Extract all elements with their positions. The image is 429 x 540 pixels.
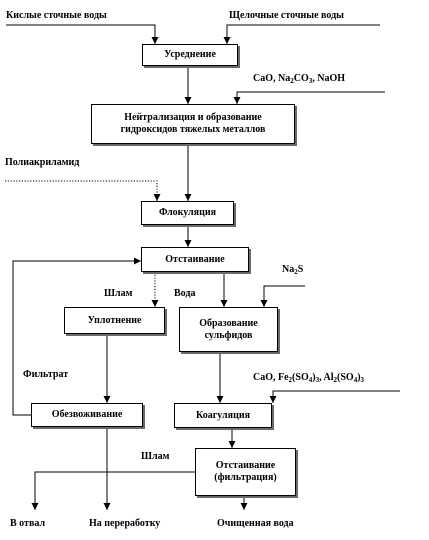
recycling-output-label: На переработку [89,518,161,529]
sulfide-reagent-line [264,286,305,307]
settling2-sludge-line [35,472,195,510]
water-label: Вода [174,288,196,299]
sulfide-reagent-label: $Na_2S$ [282,264,304,276]
settling-filtration-label-line1: Отстаивание [215,460,276,471]
polyacrylamide-line [5,181,157,201]
settling-box [141,247,249,272]
settling-label: Отстаивание [165,253,225,265]
neutralization-label-line2: гидроксидов тяжелых металлов [120,124,266,135]
flocculation-label: Флокуляция [158,207,217,218]
neutralization-box [91,104,295,144]
thickening-box [64,307,165,334]
dewatering-box [31,403,143,427]
coagulation-reagent-line [273,391,400,403]
dewatering-label: Обезвоживание [51,409,123,420]
flocculation-box [141,201,234,225]
sludge2-label: Шлам [141,451,170,462]
filtrate-label: Фильтрат [23,369,69,380]
coagulation-label: Коагуляция [196,409,250,421]
neutralization-reagent-line [237,92,385,104]
alkaline-wastewater-label: Щелочные сточные воды [229,10,344,21]
polyacrylamide-label: Полиакриламид [5,157,80,168]
sludge-label: Шлам [104,288,133,299]
thickening-label: Уплотнение [87,314,142,326]
sulfide-formation-label-line1: Образование [199,317,258,329]
averaging-label: Усреднение [164,49,216,60]
acid-input-line [6,25,155,44]
averaging-box [142,44,238,66]
neutralization-reagents-label: CaO, $Na_2CO_3$, NaOH [253,73,346,85]
coagulation-reagents-label: CaO, $Fe_2(SO_4)_3$, $Al_2(SO_4)_3$ [253,372,365,384]
sulfide-formation-label-line2: сульфидов [204,329,253,341]
acid-wastewater-label: Кислые сточные воды [6,10,107,21]
treated-water-output-label: Очищенная вода [217,518,294,529]
filtrate-return-line [13,261,141,415]
coagulation-box [174,403,272,428]
sulfide-formation-box [179,307,278,352]
alkaline-input-line [227,25,380,44]
dump-output-label: В отвал [10,518,46,529]
neutralization-label-line1: Нейтрализация и образование [124,112,262,123]
settling-filtration-label-line2: (фильтрация) [214,472,277,483]
settling-filtration-box [195,448,296,496]
